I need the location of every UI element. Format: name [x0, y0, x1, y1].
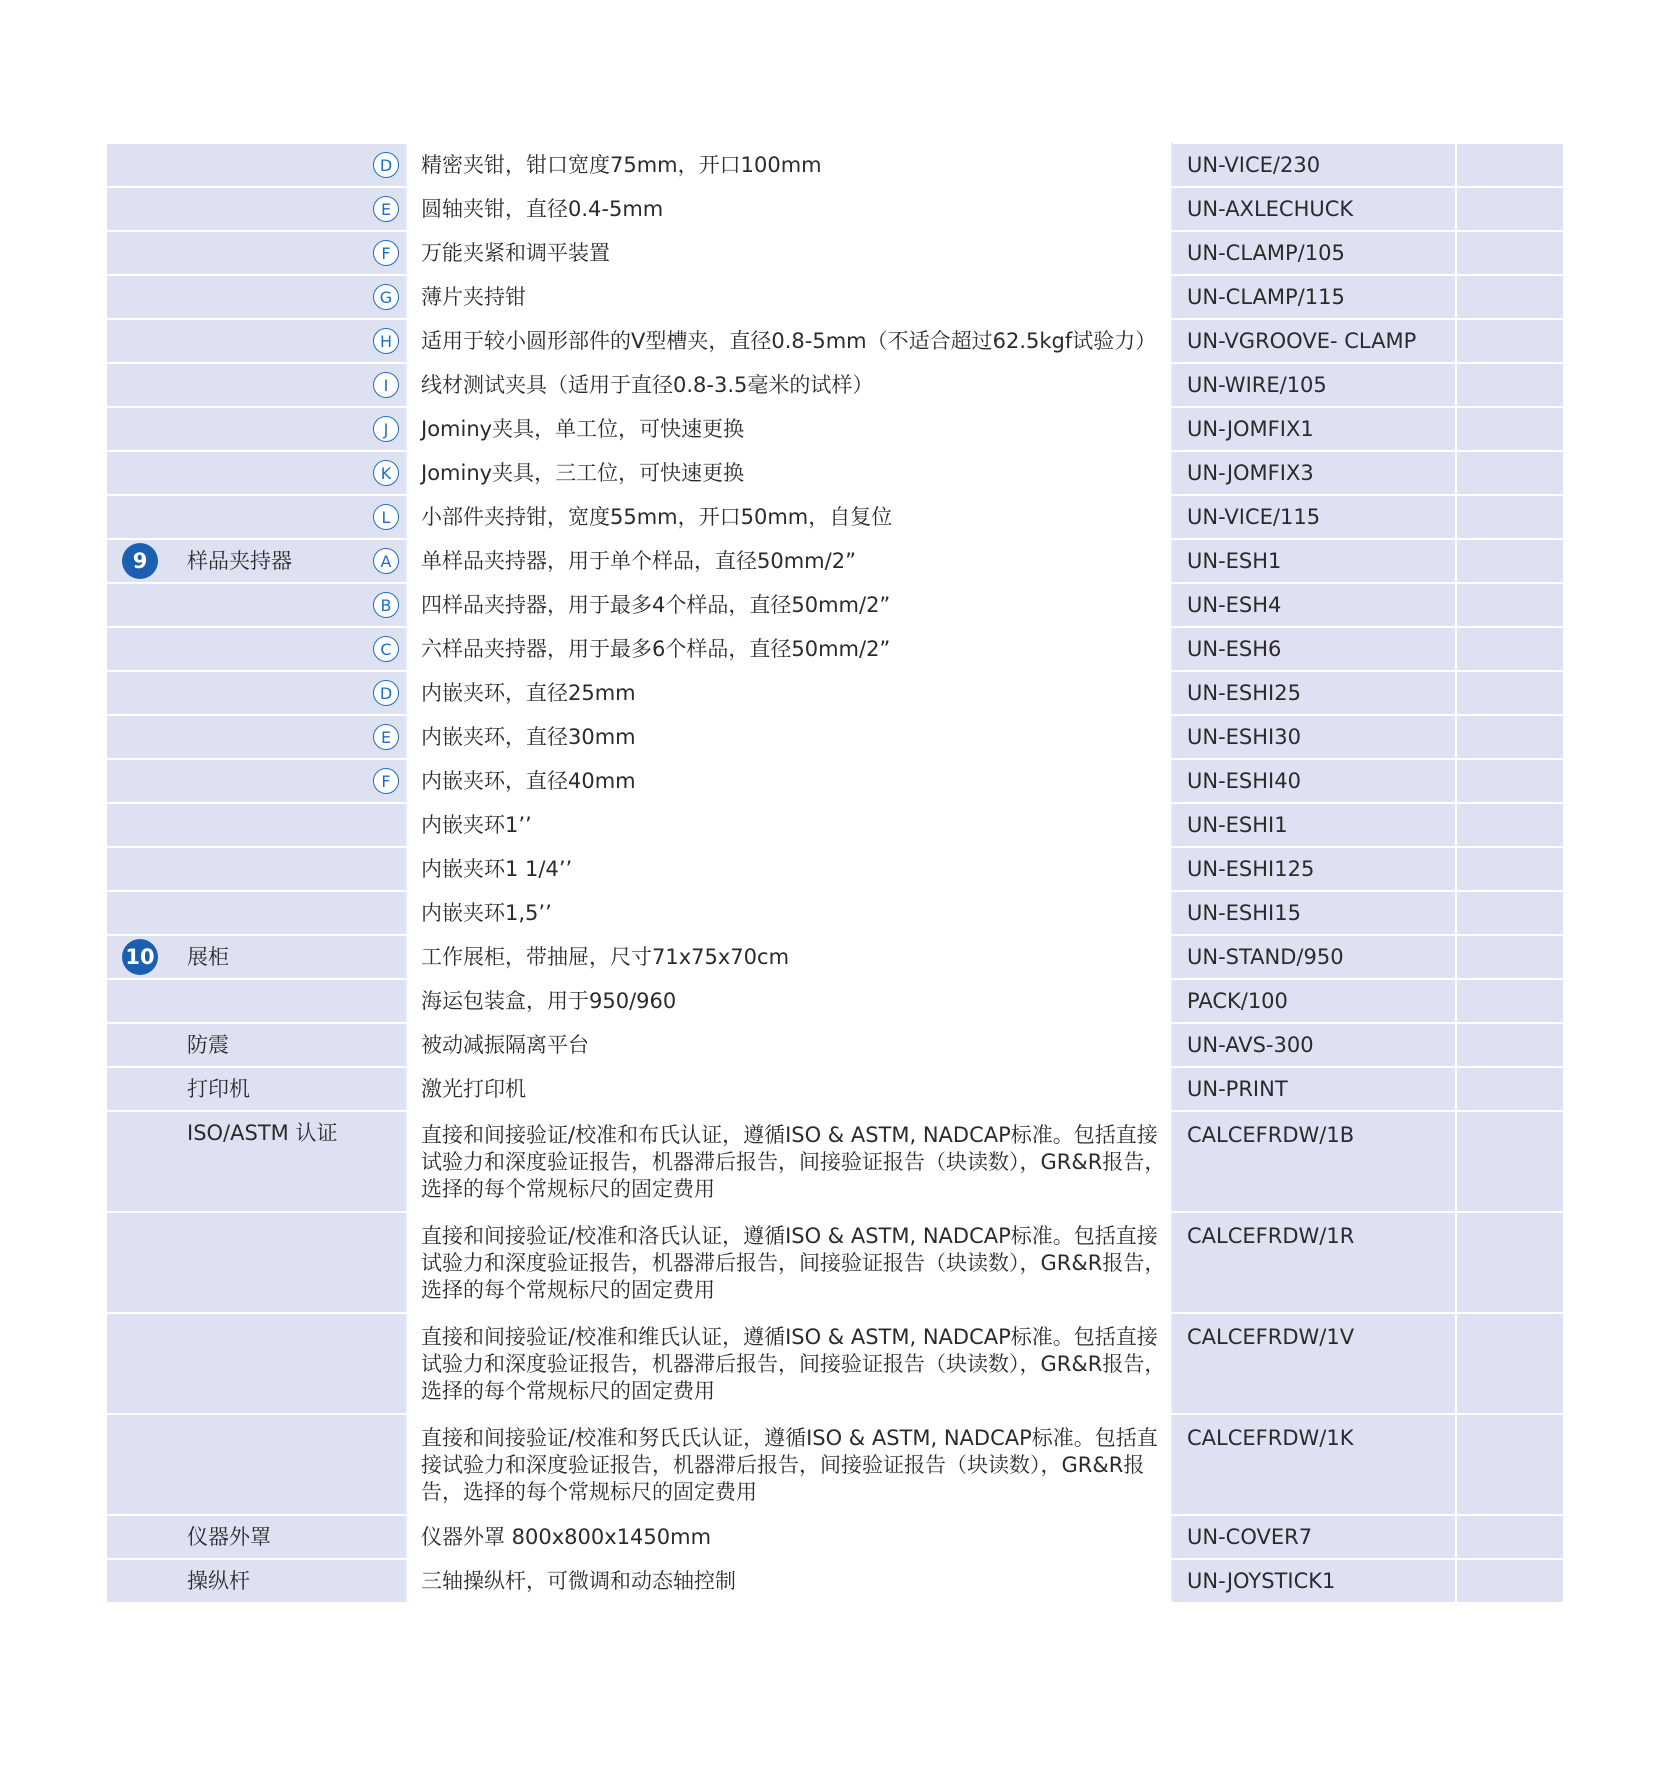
table-row — [107, 1313, 1563, 1414]
part-code: UN-ESHI125 — [1187, 857, 1315, 881]
item-number-cell — [107, 891, 173, 935]
description-text: 工作展柜，带抽屉，尺寸71x75x70cm — [421, 945, 790, 969]
empty-cell — [1456, 979, 1563, 1023]
part-code-cell — [1172, 319, 1456, 363]
description-text: 内嵌夹环，直径30mm — [421, 725, 636, 749]
part-code: UN-ESH4 — [1187, 593, 1282, 617]
table-row — [107, 979, 1563, 1023]
description-cell — [406, 671, 1172, 715]
empty-cell — [1456, 231, 1563, 275]
table-row — [107, 1212, 1563, 1313]
description-line: 试验力和深度验证报告，机器滞后报告，间接验证报告（块读数），GR&R报告， — [421, 1352, 1166, 1376]
item-number-cell — [107, 1559, 173, 1603]
item-number-cell — [107, 759, 173, 803]
category-cell — [173, 759, 406, 803]
table-row — [107, 363, 1563, 407]
item-number-cell — [107, 143, 173, 187]
category-cell — [173, 1023, 406, 1067]
description-cell — [406, 451, 1172, 495]
option-letter-badge: H — [373, 328, 399, 354]
category-cell — [173, 363, 406, 407]
description-cell — [406, 231, 1172, 275]
description-cell — [406, 319, 1172, 363]
description-text: 适用于较小圆形部件的V型槽夹，直径0.8-5mm（不适合超过62.5kgf试验力） — [421, 329, 1157, 353]
category-label: ISO/ASTM 认证 — [187, 1121, 338, 1145]
description-text: 三轴操纵杆，可微调和动态轴控制 — [421, 1569, 736, 1593]
part-code-cell — [1172, 847, 1456, 891]
option-letter-badge: L — [373, 504, 399, 530]
category-inner — [187, 540, 405, 582]
category-cell — [173, 231, 406, 275]
table-row — [107, 627, 1563, 671]
empty-cell — [1456, 275, 1563, 319]
description-cell — [406, 407, 1172, 451]
part-code: UN-AXLECHUCK — [1187, 197, 1354, 221]
table-row — [107, 1023, 1563, 1067]
option-letter-badge: E — [373, 724, 399, 750]
part-code-cell — [1172, 715, 1456, 759]
part-code-cell — [1172, 583, 1456, 627]
description-text: 内嵌夹环1,5’’ — [421, 901, 552, 925]
category-label: 打印机 — [187, 1077, 250, 1101]
category-cell — [173, 935, 406, 979]
empty-cell — [1456, 187, 1563, 231]
category-cell — [173, 187, 406, 231]
description-cell — [406, 363, 1172, 407]
item-number-cell — [107, 1067, 173, 1111]
empty-cell — [1456, 407, 1563, 451]
table-row — [107, 1515, 1563, 1559]
part-code-cell — [1172, 1067, 1456, 1111]
empty-cell — [1456, 495, 1563, 539]
category-cell — [173, 275, 406, 319]
description-line: 试验力和深度验证报告，机器滞后报告，间接验证报告（块读数），GR&R报告， — [421, 1251, 1166, 1275]
item-number-cell — [107, 495, 173, 539]
description-text: 被动减振隔离平台 — [421, 1033, 589, 1057]
description-cell — [406, 627, 1172, 671]
option-letter-badge: A — [373, 548, 399, 574]
category-inner — [187, 496, 405, 538]
part-code: UN-AVS-300 — [1187, 1033, 1314, 1057]
category-cell — [173, 1559, 406, 1603]
description-cell — [406, 1414, 1172, 1515]
description-cell — [406, 1212, 1172, 1313]
description-line: 直接和间接验证/校准和布氏认证，遵循ISO & ASTM, NADCAP标准。包括直接 — [421, 1123, 1158, 1147]
table-row — [107, 671, 1563, 715]
empty-cell — [1456, 891, 1563, 935]
part-code-cell — [1172, 363, 1456, 407]
category-inner — [187, 276, 405, 318]
table-row — [107, 451, 1563, 495]
category-cell — [173, 407, 406, 451]
category-label: 展柜 — [187, 945, 229, 969]
empty-cell — [1456, 1067, 1563, 1111]
table-row — [107, 759, 1563, 803]
description-text: Jominy夹具，单工位，可快速更换 — [421, 417, 745, 441]
part-code-cell — [1172, 627, 1456, 671]
option-letter-badge: G — [373, 284, 399, 310]
empty-cell — [1456, 1414, 1563, 1515]
part-code: UN-ESHI25 — [1187, 681, 1301, 705]
part-code: UN-ESH6 — [1187, 637, 1282, 661]
part-code: UN-ESH1 — [1187, 549, 1282, 573]
option-letter-badge: F — [373, 768, 399, 794]
option-letter-badge: B — [373, 592, 399, 618]
description-text: 内嵌夹环1’’ — [421, 813, 532, 837]
description-text — [421, 1415, 1171, 1514]
item-number-cell — [107, 715, 173, 759]
part-code: UN-STAND/950 — [1187, 945, 1344, 969]
product-table-body — [107, 143, 1563, 1603]
empty-cell — [1456, 451, 1563, 495]
category-cell — [173, 715, 406, 759]
description-cell — [406, 143, 1172, 187]
description-line: 直接和间接验证/校准和洛氏认证，遵循ISO & ASTM, NADCAP标准。包括直接 — [421, 1224, 1158, 1248]
category-inner — [187, 980, 405, 1022]
description-line: 选择的每个常规标尺的固定费用 — [421, 1278, 715, 1302]
empty-cell — [1456, 847, 1563, 891]
part-code: UN-VGROOVE- CLAMP — [1187, 329, 1417, 353]
category-cell — [173, 1212, 406, 1313]
description-text: 小部件夹持钳，宽度55mm，开口50mm，自复位 — [421, 505, 893, 529]
table-row — [107, 1414, 1563, 1515]
empty-cell — [1456, 1313, 1563, 1414]
description-line: 直接和间接验证/校准和努氏氏认证，遵循ISO & ASTM, NADCAP标准。包括直 — [421, 1426, 1158, 1450]
empty-cell — [1456, 759, 1563, 803]
description-cell — [406, 1313, 1172, 1414]
table-row — [107, 583, 1563, 627]
description-line: 选择的每个常规标尺的固定费用 — [421, 1177, 715, 1201]
category-inner — [187, 364, 405, 406]
part-code-cell — [1172, 1212, 1456, 1313]
part-code: UN-JOMFIX3 — [1187, 461, 1314, 485]
description-text: 万能夹紧和调平装置 — [421, 241, 610, 265]
category-cell — [173, 627, 406, 671]
table-row — [107, 319, 1563, 363]
item-number-badge: 10 — [122, 939, 158, 975]
part-code-cell — [1172, 1023, 1456, 1067]
part-code: CALCEFRDW/1K — [1187, 1426, 1354, 1450]
description-cell — [406, 979, 1172, 1023]
description-text: Jominy夹具，三工位，可快速更换 — [421, 461, 745, 485]
description-text: 内嵌夹环1 1/4’’ — [421, 857, 573, 881]
empty-cell — [1456, 803, 1563, 847]
table-row — [107, 539, 1563, 583]
empty-cell — [1456, 1111, 1563, 1212]
category-inner — [187, 1213, 405, 1255]
table-row — [107, 891, 1563, 935]
part-code: UN-CLAMP/115 — [1187, 285, 1345, 309]
description-text: 仪器外罩 800x800x1450mm — [421, 1525, 712, 1549]
option-letter-badge: D — [373, 680, 399, 706]
part-code-cell — [1172, 143, 1456, 187]
part-code-cell — [1172, 1313, 1456, 1414]
part-code: UN-CLAMP/105 — [1187, 241, 1345, 265]
part-code: UN-PRINT — [1187, 1077, 1288, 1101]
item-number-cell — [107, 319, 173, 363]
part-code: UN-JOMFIX1 — [1187, 417, 1314, 441]
item-number-cell — [107, 1515, 173, 1559]
category-cell — [173, 1515, 406, 1559]
category-inner — [187, 892, 405, 934]
part-code-cell — [1172, 979, 1456, 1023]
option-letter-badge: D — [373, 152, 399, 178]
table-row — [107, 231, 1563, 275]
empty-cell — [1456, 143, 1563, 187]
option-letter-badge: K — [373, 460, 399, 486]
description-cell — [406, 539, 1172, 583]
description-text: 精密夹钳，钳口宽度75mm，开口100mm — [421, 153, 822, 177]
category-cell — [173, 539, 406, 583]
description-text — [421, 1213, 1171, 1312]
part-code-cell — [1172, 187, 1456, 231]
item-number-cell — [107, 407, 173, 451]
category-inner — [187, 1415, 405, 1457]
item-number-cell — [107, 1414, 173, 1515]
item-number-cell — [107, 1313, 173, 1414]
table-row — [107, 143, 1563, 187]
description-text — [421, 1112, 1171, 1211]
table-row — [107, 1111, 1563, 1212]
part-code-cell — [1172, 451, 1456, 495]
table-row — [107, 1559, 1563, 1603]
category-inner — [187, 1516, 405, 1558]
category-inner — [187, 1024, 405, 1066]
empty-cell — [1456, 1212, 1563, 1313]
product-table — [107, 142, 1563, 1604]
part-code-cell — [1172, 539, 1456, 583]
description-cell — [406, 1067, 1172, 1111]
category-cell — [173, 1111, 406, 1212]
item-number-cell — [107, 1212, 173, 1313]
part-code: UN-ESHI15 — [1187, 901, 1301, 925]
description-cell — [406, 803, 1172, 847]
empty-cell — [1456, 1023, 1563, 1067]
category-inner — [187, 628, 405, 670]
category-cell — [173, 583, 406, 627]
category-cell — [173, 319, 406, 363]
category-inner — [187, 320, 405, 362]
part-code: UN-JOYSTICK1 — [1187, 1569, 1336, 1593]
item-number-cell — [107, 847, 173, 891]
category-inner — [187, 1068, 405, 1110]
description-text: 圆轴夹钳，直径0.4-5mm — [421, 197, 664, 221]
table-row — [107, 495, 1563, 539]
description-line: 直接和间接验证/校准和维氏认证，遵循ISO & ASTM, NADCAP标准。包括直接 — [421, 1325, 1158, 1349]
item-number-cell — [107, 671, 173, 715]
empty-cell — [1456, 583, 1563, 627]
empty-cell — [1456, 715, 1563, 759]
category-cell — [173, 1414, 406, 1515]
description-cell — [406, 1559, 1172, 1603]
item-number-cell — [107, 979, 173, 1023]
category-inner — [187, 452, 405, 494]
category-label: 仪器外罩 — [187, 1525, 271, 1549]
item-number-cell — [107, 583, 173, 627]
category-inner — [187, 936, 405, 978]
category-inner — [187, 716, 405, 758]
part-code: CALCEFRDW/1R — [1187, 1224, 1355, 1248]
option-letter-badge: I — [373, 372, 399, 398]
description-cell — [406, 583, 1172, 627]
description-text: 单样品夹持器，用于单个样品，直径50mm/2” — [421, 549, 856, 573]
description-cell — [406, 715, 1172, 759]
item-number-cell — [107, 1023, 173, 1067]
item-number-cell — [107, 803, 173, 847]
category-inner — [187, 144, 405, 186]
empty-cell — [1456, 627, 1563, 671]
description-cell — [406, 935, 1172, 979]
category-cell — [173, 143, 406, 187]
description-cell — [406, 187, 1172, 231]
category-cell — [173, 495, 406, 539]
category-inner — [187, 232, 405, 274]
description-cell — [406, 759, 1172, 803]
table-row — [107, 407, 1563, 451]
table-row — [107, 1067, 1563, 1111]
part-code-cell — [1172, 1515, 1456, 1559]
description-text — [421, 1314, 1171, 1413]
item-number-cell — [107, 231, 173, 275]
part-code-cell — [1172, 495, 1456, 539]
part-code: CALCEFRDW/1V — [1187, 1325, 1355, 1349]
category-cell — [173, 1067, 406, 1111]
empty-cell — [1456, 935, 1563, 979]
description-line: 接试验力和深度验证报告，机器滞后报告，间接验证报告（块读数），GR&R报 — [421, 1453, 1145, 1477]
description-text: 海运包装盒，用于950/960 — [421, 989, 677, 1013]
category-cell — [173, 803, 406, 847]
part-code-cell — [1172, 1559, 1456, 1603]
description-text: 线材测试夹具（适用于直径0.8-3.5毫米的试样） — [421, 373, 874, 397]
item-number-cell — [107, 935, 173, 979]
table-row — [107, 803, 1563, 847]
description-line: 试验力和深度验证报告，机器滞后报告，间接验证报告（块读数），GR&R报告， — [421, 1150, 1166, 1174]
part-code-cell — [1172, 275, 1456, 319]
category-inner — [187, 848, 405, 890]
category-cell — [173, 847, 406, 891]
description-cell — [406, 495, 1172, 539]
part-code-cell — [1172, 935, 1456, 979]
item-number-cell — [107, 275, 173, 319]
empty-cell — [1456, 539, 1563, 583]
category-inner — [187, 1314, 405, 1356]
category-cell — [173, 1313, 406, 1414]
option-letter-badge: E — [373, 196, 399, 222]
part-code-cell — [1172, 407, 1456, 451]
category-cell — [173, 671, 406, 715]
category-label: 防震 — [187, 1033, 229, 1057]
category-inner — [187, 584, 405, 626]
part-code-cell — [1172, 803, 1456, 847]
description-cell — [406, 275, 1172, 319]
part-code: UN-COVER7 — [1187, 1525, 1313, 1549]
empty-cell — [1456, 363, 1563, 407]
category-inner — [187, 760, 405, 802]
description-text: 四样品夹持器，用于最多4个样品，直径50mm/2” — [421, 593, 891, 617]
part-code-cell — [1172, 759, 1456, 803]
category-inner — [187, 1560, 405, 1602]
table-row — [107, 187, 1563, 231]
description-text: 激光打印机 — [421, 1077, 526, 1101]
empty-cell — [1456, 1559, 1563, 1603]
description-cell — [406, 1023, 1172, 1067]
option-letter-badge: J — [373, 416, 399, 442]
item-number-cell — [107, 451, 173, 495]
category-inner — [187, 672, 405, 714]
table-row — [107, 275, 1563, 319]
option-letter-badge: C — [373, 636, 399, 662]
category-label: 样品夹持器 — [187, 549, 292, 573]
part-code: UN-WIRE/105 — [1187, 373, 1327, 397]
description-text: 薄片夹持钳 — [421, 285, 526, 309]
description-cell — [406, 1111, 1172, 1212]
description-cell — [406, 1515, 1172, 1559]
part-code: UN-ESHI30 — [1187, 725, 1301, 749]
part-code-cell — [1172, 231, 1456, 275]
description-text: 六样品夹持器，用于最多6个样品，直径50mm/2” — [421, 637, 891, 661]
item-number-cell — [107, 1111, 173, 1212]
empty-cell — [1456, 671, 1563, 715]
option-letter-badge: F — [373, 240, 399, 266]
part-code: UN-ESHI1 — [1187, 813, 1288, 837]
description-line: 告，选择的每个常规标尺的固定费用 — [421, 1480, 757, 1504]
category-inner — [187, 1112, 405, 1154]
item-number-cell — [107, 187, 173, 231]
category-cell — [173, 451, 406, 495]
item-number-cell — [107, 627, 173, 671]
category-inner — [187, 188, 405, 230]
part-code: UN-VICE/115 — [1187, 505, 1321, 529]
part-code-cell — [1172, 671, 1456, 715]
description-cell — [406, 891, 1172, 935]
part-code: CALCEFRDW/1B — [1187, 1123, 1355, 1147]
category-label: 操纵杆 — [187, 1569, 250, 1593]
table-row — [107, 847, 1563, 891]
category-inner — [187, 408, 405, 450]
category-cell — [173, 979, 406, 1023]
item-number-cell — [107, 539, 173, 583]
description-line: 选择的每个常规标尺的固定费用 — [421, 1379, 715, 1403]
item-number-badge: 9 — [122, 543, 158, 579]
category-cell — [173, 891, 406, 935]
part-code-cell — [1172, 1414, 1456, 1515]
description-text: 内嵌夹环，直径40mm — [421, 769, 636, 793]
empty-cell — [1456, 1515, 1563, 1559]
part-code: UN-ESHI40 — [1187, 769, 1301, 793]
item-number-cell — [107, 363, 173, 407]
description-text: 内嵌夹环，直径25mm — [421, 681, 636, 705]
part-code: UN-VICE/230 — [1187, 153, 1321, 177]
part-code: PACK/100 — [1187, 989, 1288, 1013]
table-row — [107, 715, 1563, 759]
description-cell — [406, 847, 1172, 891]
part-code-cell — [1172, 891, 1456, 935]
table-row — [107, 935, 1563, 979]
part-code-cell — [1172, 1111, 1456, 1212]
category-inner — [187, 804, 405, 846]
empty-cell — [1456, 319, 1563, 363]
